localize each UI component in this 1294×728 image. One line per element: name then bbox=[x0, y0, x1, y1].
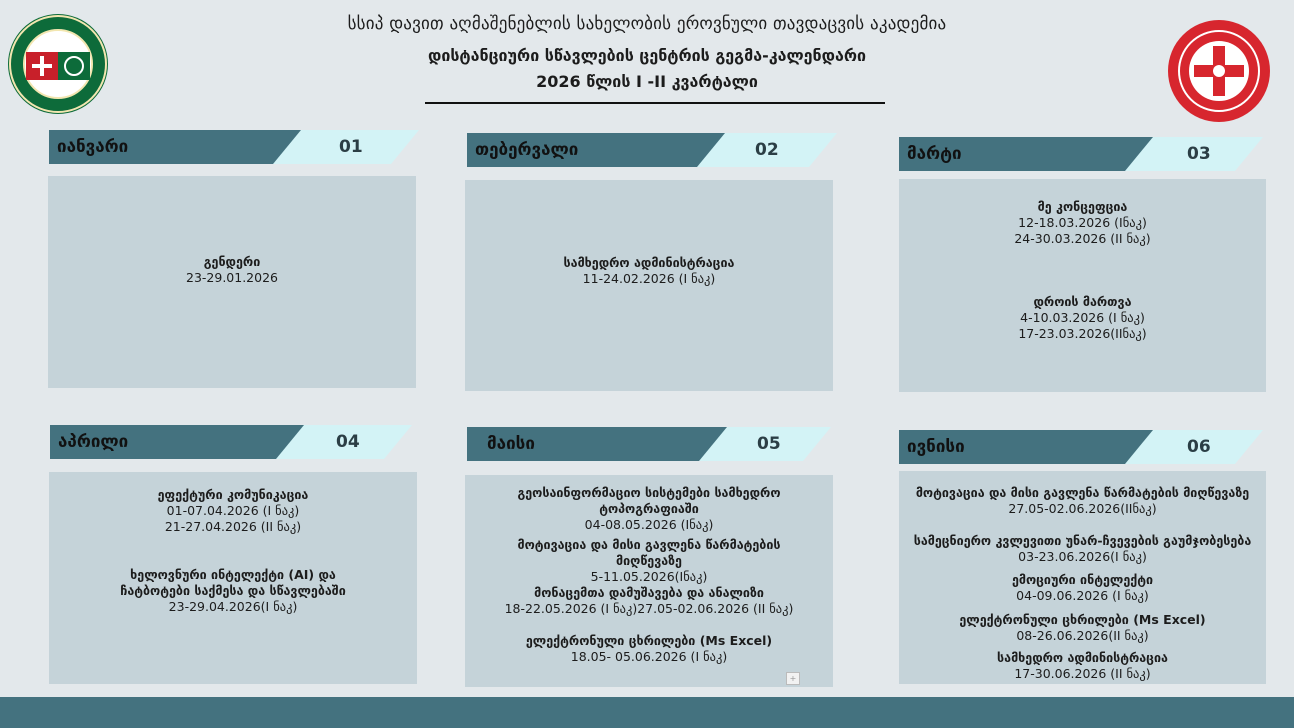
title-underline bbox=[425, 102, 885, 104]
course-entry bbox=[109, 567, 357, 615]
course-entry bbox=[49, 487, 417, 535]
course-entry bbox=[499, 537, 799, 585]
expand-handle-icon[interactable]: + bbox=[786, 672, 800, 685]
course-title: სამხედრო ადმინისტრაცია bbox=[563, 255, 735, 270]
course-dates: 21-27.04.2026 (II ნაკ) bbox=[164, 519, 302, 534]
course-entry bbox=[899, 199, 1266, 247]
course-title: ხელოვნური ინტელექტი (AI) და ჩატბოტები საქმესა და სწავლებაში bbox=[120, 567, 346, 598]
course-entry bbox=[465, 255, 833, 287]
course-dates: 23-29.01.2026 bbox=[186, 270, 278, 285]
course-title: ელექტრონული ცხრილები (Ms Excel) bbox=[525, 633, 773, 648]
month-box-march bbox=[899, 179, 1266, 392]
course-dates: 24-30.03.2026 (II ნაკ) bbox=[1014, 231, 1151, 246]
course-dates: 01-07.04.2026 (I ნაკ) bbox=[166, 503, 300, 518]
month-box-april bbox=[49, 472, 417, 684]
course-dates: 4-10.03.2026 (I ნაკ) bbox=[1020, 310, 1145, 325]
course-title: ემოციური ინტელექტი bbox=[1011, 572, 1154, 587]
course-entry bbox=[899, 485, 1266, 517]
month-name: თებერვალი bbox=[475, 140, 579, 160]
month-number: 05 bbox=[757, 434, 781, 454]
course-entry bbox=[899, 650, 1266, 682]
month-number: 01 bbox=[339, 137, 363, 157]
course-entry bbox=[465, 633, 833, 665]
month-name: იანვარი bbox=[57, 137, 129, 157]
course-title: ელექტრონული ცხრილები (Ms Excel) bbox=[959, 612, 1206, 627]
course-entry bbox=[899, 533, 1266, 565]
course-dates: 23-29.04.2026(I ნაკ) bbox=[168, 599, 298, 614]
course-dates: 08-26.06.2026(II ნაკ) bbox=[1016, 628, 1149, 643]
course-entry bbox=[899, 294, 1266, 342]
course-dates: 5-11.05.2026(Iნაკ) bbox=[590, 569, 708, 584]
month-number: 06 bbox=[1187, 437, 1211, 457]
course-title: სამეცნიერო კვლევითი უნარ-ჩვევების გაუმჯობესება bbox=[913, 533, 1252, 548]
calendar-subtitle: 2026 წლის I -II კვარტალი bbox=[536, 72, 758, 91]
month-box-may bbox=[465, 475, 833, 687]
course-dates: 04-09.06.2026 (I ნაკ) bbox=[1016, 588, 1149, 603]
course-entry bbox=[499, 485, 799, 533]
month-name: ივნისი bbox=[907, 437, 965, 457]
course-dates: 04-08.05.2026 (Iნაკ) bbox=[584, 517, 714, 532]
month-banner-february bbox=[467, 133, 837, 167]
month-box-june bbox=[899, 471, 1266, 684]
course-title: მე კონცეფცია bbox=[1037, 199, 1128, 214]
month-banner-march bbox=[899, 137, 1263, 171]
month-name: მაისი bbox=[487, 434, 535, 454]
course-title: გენდერი bbox=[203, 254, 261, 269]
month-number: 03 bbox=[1187, 144, 1211, 164]
course-title: ეფექტური კომუნიკაცია bbox=[157, 487, 309, 502]
course-entry bbox=[465, 585, 833, 617]
institution-name: სსიპ დავით აღმაშენებლის სახელობის ეროვნული თავდაცვის აკადემია bbox=[347, 14, 947, 34]
course-dates: 18-22.05.2026 (I ნაკ)27.05-02.06.2026 (II ნაკ) bbox=[504, 601, 794, 616]
month-banner-may bbox=[467, 427, 831, 461]
course-entry bbox=[899, 572, 1266, 604]
course-title: მოტივაცია და მისი გავლენა წარმატების მიღწევაზე bbox=[517, 537, 781, 568]
course-dates: 17-23.03.2026(IIნაკ) bbox=[1018, 326, 1147, 341]
month-banner-june bbox=[899, 430, 1263, 464]
month-name: აპრილი bbox=[58, 432, 129, 452]
course-entry bbox=[899, 612, 1266, 644]
course-title: მონაცემთა დამუშავება და ანალიზი bbox=[534, 585, 764, 600]
month-banner-april bbox=[50, 425, 412, 459]
footer-bar bbox=[0, 697, 1294, 728]
month-box-january bbox=[48, 176, 416, 388]
month-number: 04 bbox=[336, 432, 360, 452]
course-title: გეოსაინფორმაციო სისტემები სამხედრო ტოპოგრაფიაში bbox=[517, 485, 781, 516]
course-title: დროის მართვა bbox=[1033, 294, 1132, 309]
month-box-february bbox=[465, 180, 833, 391]
course-dates: 18.05- 05.06.2026 (I ნაკ) bbox=[570, 649, 728, 664]
course-dates: 17-30.06.2026 (II ნაკ) bbox=[1014, 666, 1151, 681]
course-title: მოტივაცია და მისი გავლენა წარმატების მიღწევაზე bbox=[915, 485, 1250, 500]
course-dates: 12-18.03.2026 (Iნაკ) bbox=[1018, 215, 1147, 230]
course-title: სამხედრო ადმინისტრაცია bbox=[997, 650, 1168, 665]
course-dates: 03-23.06.2026(I ნაკ) bbox=[1018, 549, 1147, 564]
month-name: მარტი bbox=[907, 144, 962, 164]
month-number: 02 bbox=[755, 140, 779, 160]
course-dates: 27.05-02.06.2026(IIნაკ) bbox=[1008, 501, 1157, 516]
course-dates: 11-24.02.2026 (I ნაკ) bbox=[582, 271, 716, 286]
ministry-cross-seal-logo bbox=[1168, 20, 1270, 122]
month-banner-january bbox=[49, 130, 419, 164]
course-entry bbox=[48, 254, 416, 286]
calendar-title: დისტანციური სწავლების ცენტრის გეგმა-კალენდარი bbox=[427, 46, 867, 65]
